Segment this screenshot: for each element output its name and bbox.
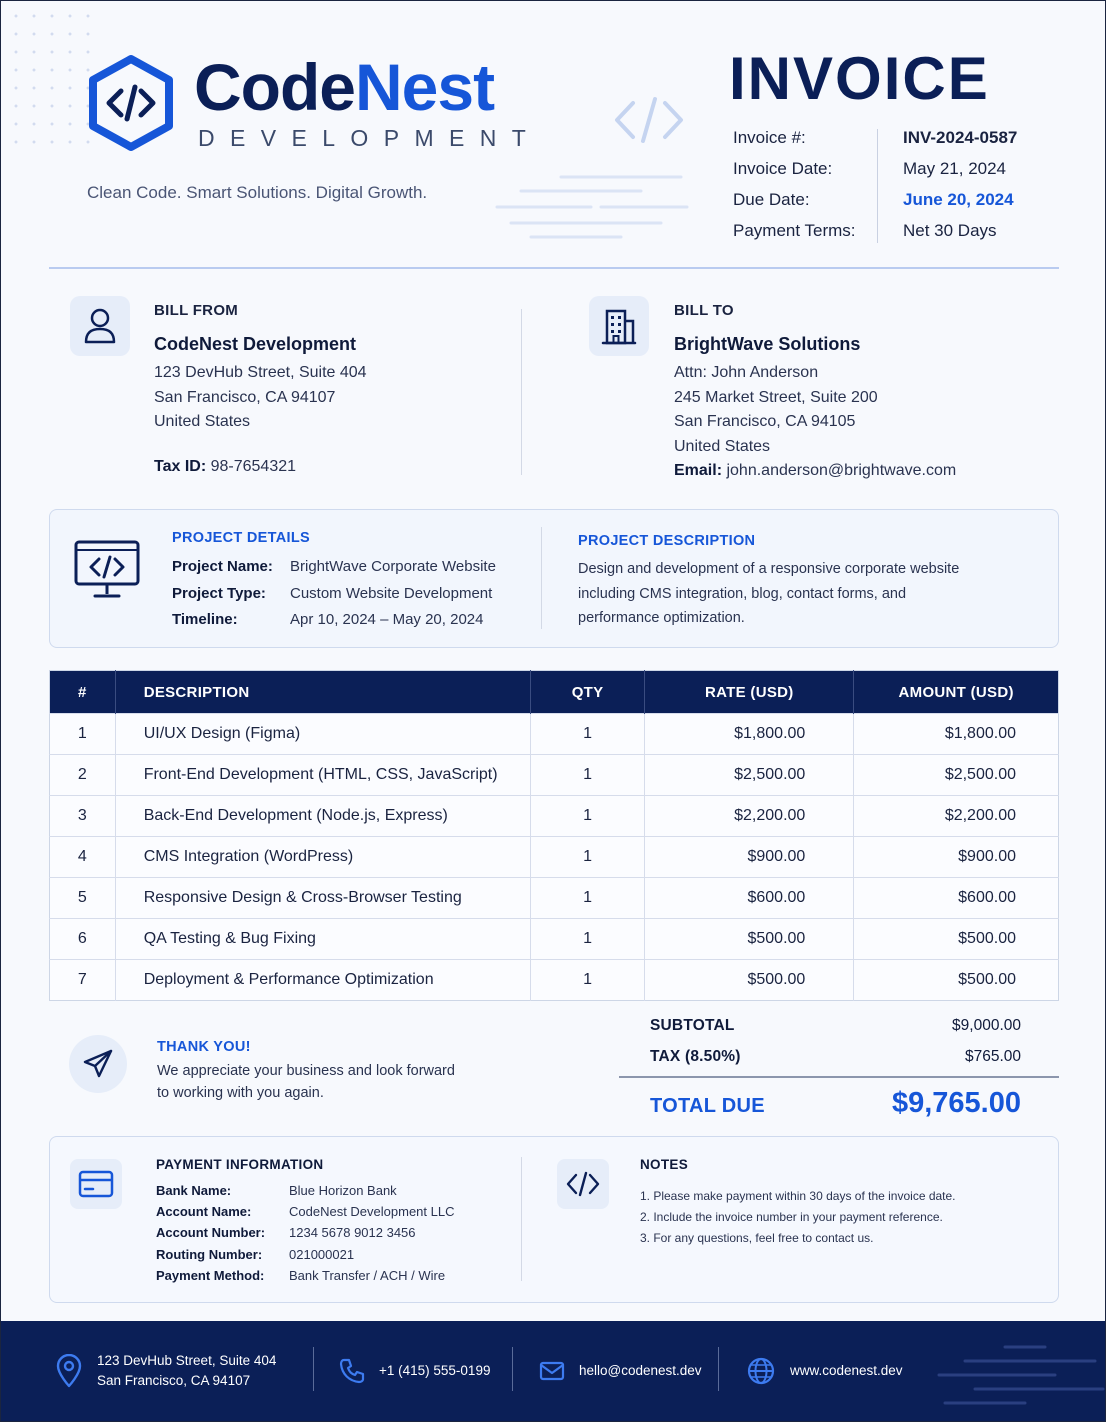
timeline-label: Timeline: [172, 611, 238, 628]
globe-icon [746, 1356, 776, 1386]
notes-label: NOTES [640, 1157, 689, 1172]
description-line: including CMS integration, blog, contact forms, and [578, 585, 907, 602]
thanks-icon-circle [69, 1035, 127, 1093]
footer-divider [718, 1347, 719, 1391]
table-row [50, 796, 1059, 837]
table-row [50, 960, 1059, 1001]
footer-divider [512, 1347, 513, 1391]
col-header-qty: QTY [530, 671, 644, 714]
email-line [674, 459, 956, 484]
decorative-lines [491, 169, 691, 249]
meta-label: Invoice #: [733, 128, 806, 147]
meta-label: Due Date: [733, 190, 810, 209]
bill-to-name: BrightWave Solutions [674, 334, 861, 354]
project-details-label: PROJECT DETAILS [172, 530, 310, 546]
payment-method-label: Payment Method: [156, 1267, 265, 1283]
email-label: Email: [674, 462, 723, 480]
account-number-label: Account Number: [156, 1225, 266, 1241]
bill-from-label: BILL FROM [154, 302, 239, 319]
subtotal-label: SUBTOTAL [650, 1017, 735, 1034]
building-icon [601, 307, 637, 345]
brand-name-part2: Nest [355, 50, 495, 124]
row-qty: 1 [530, 878, 644, 919]
bank-name-value: Blue Horizon Bank [289, 1183, 397, 1198]
row-amount: $600.00 [854, 878, 1059, 919]
tax-value: $765.00 [964, 1048, 1021, 1065]
row-amount: $2,500.00 [854, 755, 1059, 796]
table-row [50, 714, 1059, 755]
tax-id [154, 455, 296, 480]
account-number-value: 1234 5678 9012 3456 [289, 1225, 416, 1241]
bill-from-address [154, 361, 367, 435]
row-qty: 1 [530, 837, 644, 878]
row-rate: $500.00 [645, 960, 854, 1001]
decorative-dots [7, 7, 97, 157]
bill-to-address [674, 361, 956, 484]
col-header-description: DESCRIPTION [115, 671, 530, 714]
row-qty: 1 [530, 796, 644, 837]
phone-icon [339, 1358, 365, 1384]
total-due-value: $9,765.00 [891, 1087, 1021, 1119]
table-row [50, 837, 1059, 878]
thanks-line: We appreciate your business and look forward [157, 1063, 455, 1079]
row-rate: $600.00 [645, 878, 854, 919]
address-line: Attn: John Anderson [674, 364, 819, 381]
bill-from-name: CodeNest Development [154, 334, 357, 354]
row-number: 3 [50, 796, 116, 837]
note-item: 3. For any questions, feel free to contact us. [640, 1231, 874, 1246]
subtotal-value: $9,000.00 [952, 1017, 1021, 1034]
credit-card-icon [78, 1170, 114, 1198]
footer-email[interactable] [539, 1321, 702, 1421]
footer-address-line2: San Francisco, CA 94107 [97, 1373, 251, 1388]
project-type-label: Project Type: [172, 584, 266, 602]
thanks-title: THANK YOU! [157, 1039, 251, 1055]
routing-number-label: Routing Number: [156, 1246, 263, 1262]
paper-plane-icon [82, 1048, 114, 1080]
footer-address [55, 1321, 276, 1421]
payment-terms-row [733, 218, 1063, 249]
brand-subtitle: DEVELOPMENT [198, 125, 542, 151]
table-row [50, 878, 1059, 919]
address-line: United States [154, 413, 251, 431]
tax-id-value: 98-7654321 [210, 458, 297, 475]
table-header-row [50, 671, 1059, 714]
project-name-value: BrightWave Corporate Website [290, 558, 496, 575]
bill-from-icon-box [70, 296, 130, 356]
row-description: Back-End Development (Node.js, Express) [115, 796, 530, 837]
meta-divider [877, 129, 878, 243]
row-description: Front-End Development (HTML, CSS, JavaScript) [115, 755, 530, 796]
address-line: 245 Market Street, Suite 200 [674, 388, 878, 406]
mail-icon [539, 1361, 565, 1381]
email-value[interactable]: john.anderson@brightwave.com [726, 462, 957, 480]
note-item: 1. Please make payment within 30 days of the invoice date. [640, 1189, 956, 1203]
bill-to-icon-box [589, 296, 649, 356]
invoice-date-row [733, 156, 1063, 187]
header-divider [49, 267, 1059, 269]
footer-phone[interactable] [339, 1321, 490, 1421]
row-amount: $900.00 [854, 837, 1059, 878]
invoice-title: INVOICE [729, 45, 990, 112]
thanks-message [157, 1061, 455, 1104]
row-rate: $900.00 [645, 837, 854, 878]
row-number: 4 [50, 837, 116, 878]
row-description: QA Testing & Bug Fixing [115, 919, 530, 960]
address-line: 123 DevHub Street, Suite 404 [154, 364, 367, 381]
brand-tagline: Clean Code. Smart Solutions. Digital Growth. [87, 183, 428, 202]
payment-method-value: Bank Transfer / ACH / Wire [289, 1267, 446, 1283]
routing-number-value: 021000021 [289, 1246, 355, 1262]
due-date: June 20, 2024 [903, 190, 1014, 209]
description-line: Design and development of a responsive corporate website [578, 561, 960, 577]
description-line: performance optimization. [578, 610, 745, 626]
col-header-number: # [50, 671, 116, 714]
code-hexagon-icon [85, 53, 177, 153]
footer [1, 1321, 1105, 1421]
project-description-label: PROJECT DESCRIPTION [578, 533, 756, 549]
invoice-date: May 21, 2024 [903, 159, 1007, 178]
row-rate: $1,800.00 [645, 714, 854, 755]
row-rate: $2,200.00 [645, 796, 854, 837]
invoice-number-row [733, 125, 1063, 156]
table-row [50, 755, 1059, 796]
bank-name-label: Bank Name: [156, 1183, 232, 1198]
address-line: San Francisco, CA 94107 [154, 388, 336, 406]
row-amount: $500.00 [854, 960, 1059, 1001]
project-divider [541, 527, 542, 629]
decorative-code-icon [613, 93, 685, 147]
row-description: CMS Integration (WordPress) [115, 837, 530, 878]
row-amount: $500.00 [854, 919, 1059, 960]
footer-email-text: hello@codenest.dev [579, 1363, 702, 1378]
row-description: Responsive Design & Cross-Browser Testing [115, 878, 530, 919]
notes-icon-box [557, 1159, 609, 1209]
row-amount: $1,800.00 [854, 714, 1059, 755]
account-name-label: Account Name: [156, 1204, 252, 1220]
payment-info [156, 1180, 506, 1290]
account-name-value: CodeNest Development LLC [289, 1204, 455, 1220]
brand-name-part1: Code [194, 50, 355, 124]
footer-address-line1: 123 DevHub Street, Suite 404 [97, 1353, 277, 1368]
invoice-meta [733, 125, 1063, 249]
bill-divider [521, 309, 522, 475]
meta-label: Payment Terms: [733, 221, 856, 240]
bill-to-label: BILL TO [674, 302, 734, 319]
footer-website[interactable] [746, 1321, 903, 1421]
payment-info-label: PAYMENT INFORMATION [156, 1157, 324, 1172]
row-qty: 1 [530, 919, 644, 960]
timeline-value: Apr 10, 2024 – May 20, 2024 [290, 611, 484, 628]
notes-list [640, 1186, 956, 1250]
row-number: 7 [50, 960, 116, 1001]
row-description: Deployment & Performance Optimization [115, 960, 530, 1001]
address-line: San Francisco, CA 94105 [674, 413, 856, 431]
row-qty: 1 [530, 714, 644, 755]
address-line: United States [674, 437, 771, 455]
payment-terms: Net 30 Days [903, 221, 997, 240]
project-details [172, 554, 532, 634]
row-rate: $500.00 [645, 919, 854, 960]
footer-phone-text: +1 (415) 555-0199 [379, 1363, 491, 1378]
project-description [578, 557, 1038, 631]
brand-name [194, 49, 494, 125]
footer-website-text: www.codenest.dev [790, 1363, 903, 1378]
code-icon [565, 1171, 601, 1197]
tax-id-label: Tax ID: [154, 458, 207, 475]
line-items-table [49, 670, 1059, 1001]
table-row [50, 919, 1059, 960]
row-number: 1 [50, 714, 116, 755]
project-type-value: Custom Website Development [290, 584, 493, 602]
payment-divider [521, 1157, 522, 1281]
row-number: 6 [50, 919, 116, 960]
row-description: UI/UX Design (Figma) [115, 714, 530, 755]
note-item: 2. Include the invoice number in your payment reference. [640, 1210, 943, 1225]
totals-divider [619, 1076, 1059, 1078]
total-due-label: TOTAL DUE [650, 1095, 765, 1117]
footer-decorative-lines [935, 1341, 1105, 1411]
row-number: 2 [50, 755, 116, 796]
footer-divider [313, 1347, 314, 1391]
row-amount: $2,200.00 [854, 796, 1059, 837]
col-header-rate: RATE (USD) [645, 671, 854, 714]
row-qty: 1 [530, 755, 644, 796]
col-header-amount: AMOUNT (USD) [854, 671, 1059, 714]
payment-icon-box [70, 1159, 122, 1209]
invoice-number: INV-2024-0587 [903, 128, 1018, 147]
row-qty: 1 [530, 960, 644, 1001]
project-name-label: Project Name: [172, 558, 273, 575]
location-pin-icon [55, 1354, 83, 1388]
monitor-code-icon [73, 539, 141, 601]
due-date-row [733, 187, 1063, 218]
row-rate: $2,500.00 [645, 755, 854, 796]
row-number: 5 [50, 878, 116, 919]
meta-label: Invoice Date: [733, 159, 833, 178]
thanks-line: to working with you again. [157, 1084, 324, 1101]
tax-label: TAX (8.50%) [650, 1048, 741, 1065]
user-icon [83, 307, 117, 345]
